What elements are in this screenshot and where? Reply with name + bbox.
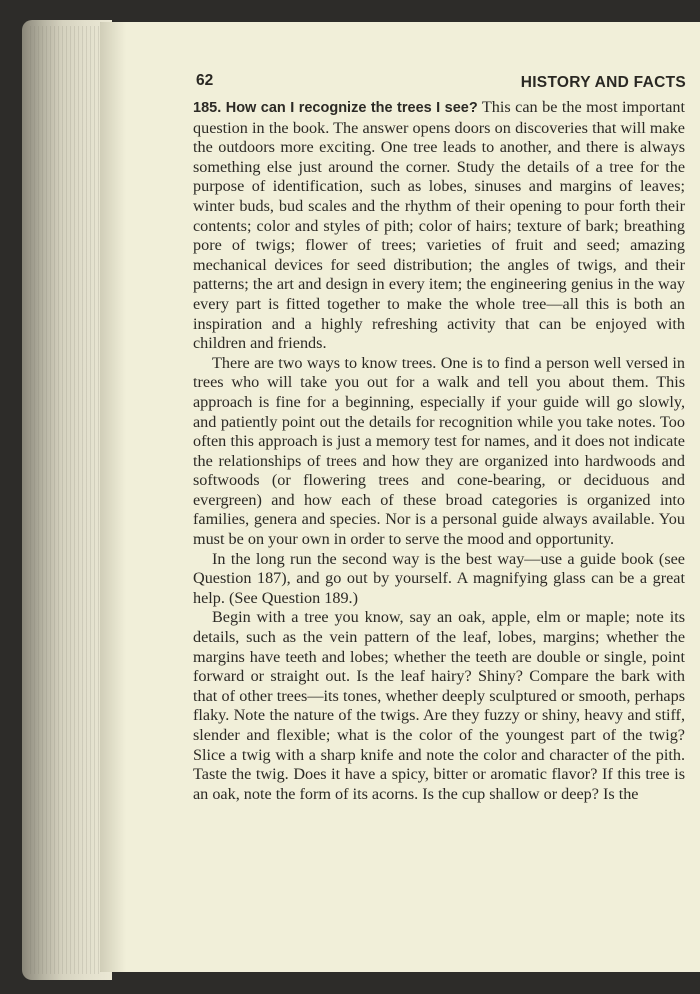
paragraph-text: This can be the most important question in the book. The answer opens doors on discoveries that will make the outdoors more exciting. One tree leads to another, and there is always something else just around the corner. Study the details of a tree for the purpose of identification, such as lobes, sinuses and margins of leaves; winter buds, bud scales and the rhythm of their opening to pour forth their contents; color and styles of pith; color of hairs; texture of bark; breathing pore of twigs; flower of trees; varieties of fruit and seed; amazing mechanical devices for seed distribution; the angles of twigs, and their patterns; the art and design in every item; the engineering genius in the way every part is fitted together to make the whole tree—all this is both an inspiration and a highly refreshing activity that can be enjoyed with children and friends.	[193, 98, 685, 353]
paragraph-2: There are two ways to know trees. One is to find a person well versed in trees who will take you out for a walk and tell you about them. This approach is fine for a beginning, especially if your guide will go slowly, and patiently point out the details for recognition while you take notes. Too often this approach is just a memory test for names, and it does not indicate the relationships of trees and how they are organized into hardwoods and softwoods (or flowering trees and cone-bearing, or deciduous and evergreen) and how each of these broad categories is organized into families, genera and species. Nor is a personal guide always available. You must be on your own in order to serve the mood and opportunity.	[193, 353, 685, 549]
running-head: HISTORY AND FACTS	[520, 74, 686, 91]
paragraph-4: Begin with a tree you know, say an oak, apple, elm or maple; note its details, such as the vein pattern of the leaf, lobes, margins; whether the margins have teeth and lobes; whether the teeth are double or single, point forward or straight out. Is the leaf hairy? Shiny? Compare the bark with that of other trees—its tones, whether deeply sculptured or smooth, perhaps flaky. Note the nature of the twigs. Are they fuzzy or shiny, heavy and stiff, slender and flexible; what is the color of the youngest part of the twig? Slice a twig with a sharp knife and note the color and character of the pith. Taste the twig. Does it have a spicy, bitter or aromatic flavor? If this tree is an oak, note the form of its acorns. Is the cup shallow or deep? Is the	[193, 608, 685, 803]
page-stack-lines	[30, 26, 100, 974]
paragraph-1	[193, 98, 685, 354]
question-number: 185.	[193, 100, 222, 116]
page-number: 62	[196, 72, 214, 89]
gutter-shadow	[100, 22, 126, 972]
body-text	[193, 98, 685, 804]
page-header	[196, 72, 700, 94]
question-title: How can I recognize the trees I see?	[225, 100, 478, 116]
paragraph-3: In the long run the second way is the best way—use a guide book (see Question 187), and go out by yourself. A magnifying glass can be a great help. (See Question 189.)	[193, 549, 685, 607]
